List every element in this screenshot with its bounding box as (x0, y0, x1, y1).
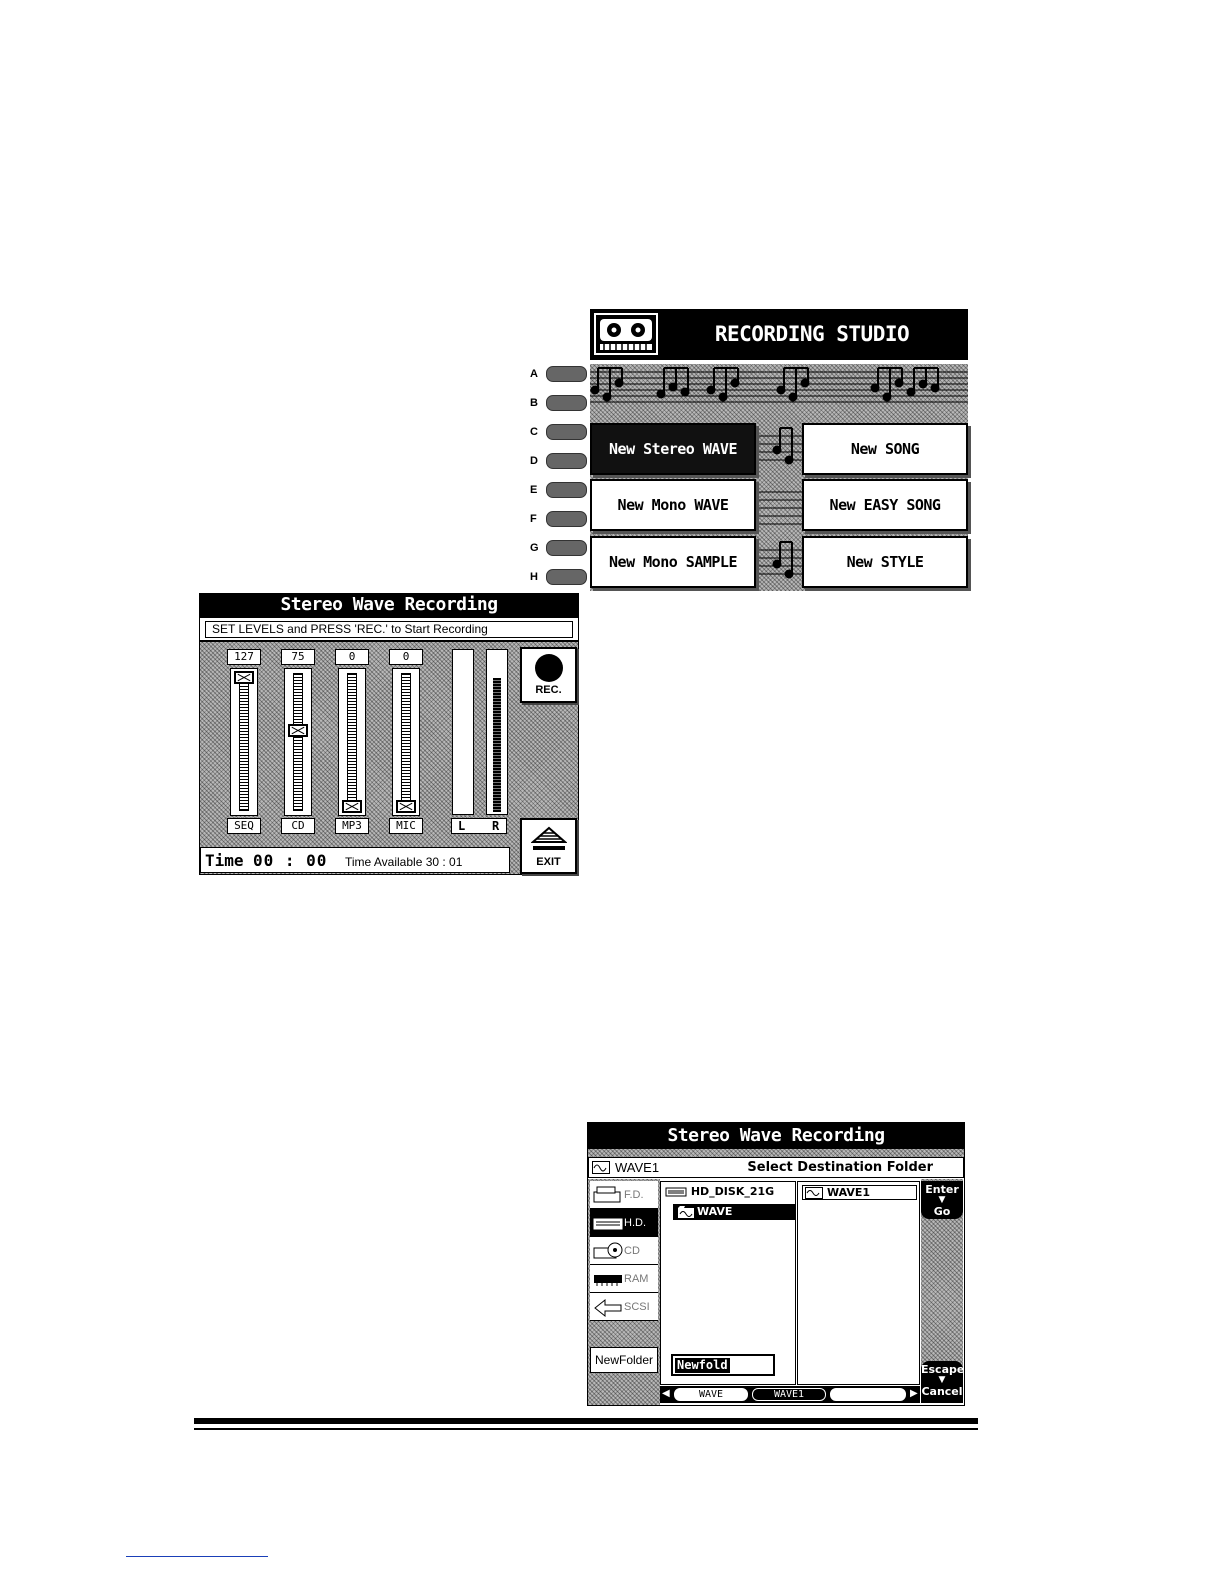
wave-folder-icon (677, 1205, 695, 1219)
floppy-icon (593, 1186, 621, 1204)
fader-name: MP3 (335, 818, 369, 834)
meter-bar-right (493, 678, 501, 812)
new-song-button[interactable]: New SONG (802, 423, 968, 475)
path-bar (660, 1386, 920, 1403)
tree-root[interactable] (665, 1185, 774, 1198)
fader-groove (293, 673, 303, 811)
function-key-label: E (530, 484, 538, 496)
function-key-d[interactable] (530, 453, 588, 469)
tree-folder-wave[interactable] (673, 1204, 795, 1220)
footer-rule-thick (194, 1418, 978, 1424)
file-item[interactable] (802, 1185, 917, 1200)
fader-groove (239, 673, 249, 811)
function-key-e[interactable] (530, 482, 588, 498)
enter-label: Enter (925, 1183, 959, 1196)
down-arrow-icon: ▼ (938, 1195, 946, 1205)
device-scsi[interactable] (590, 1293, 658, 1321)
fader-track[interactable] (392, 668, 420, 816)
fader-name: CD (281, 818, 315, 834)
device-label: F.D. (624, 1189, 644, 1201)
fader-groove (401, 673, 411, 811)
exit-button[interactable] (520, 818, 577, 874)
device-cd[interactable] (590, 1237, 658, 1265)
function-key-a[interactable] (530, 366, 588, 382)
device-label: SCSI (624, 1301, 650, 1313)
path-left-arrow-icon[interactable]: ◀ (662, 1388, 670, 1399)
mixer-message-bar (199, 617, 579, 641)
wave-file-icon (805, 1187, 823, 1199)
level-meter-right (486, 649, 508, 815)
function-key-label: C (530, 426, 538, 438)
time-label: Time (205, 851, 244, 870)
hard-disk-icon (593, 1214, 623, 1232)
action-column (921, 1179, 963, 1403)
fader-knob[interactable] (342, 800, 362, 813)
destination-subheader (588, 1157, 964, 1178)
key-pad (546, 395, 587, 411)
escape-cancel-button[interactable] (921, 1361, 963, 1403)
fader-knob[interactable] (396, 800, 416, 813)
key-pad (546, 540, 587, 556)
function-key-c[interactable] (530, 424, 588, 440)
destination-title: Stereo Wave Recording (588, 1123, 964, 1149)
fader-track[interactable] (338, 668, 366, 816)
studio-title-bar (590, 309, 968, 360)
function-key-label: F (530, 513, 537, 525)
down-arrow-icon: ▼ (938, 1375, 946, 1385)
folder-tree (660, 1181, 796, 1385)
destination-folder-screen (587, 1122, 965, 1406)
new-style-button[interactable]: New STYLE (802, 536, 968, 588)
enter-go-button[interactable] (921, 1181, 963, 1219)
cd-icon (593, 1242, 623, 1260)
function-key-h[interactable] (530, 569, 588, 585)
fader-track[interactable] (284, 668, 312, 816)
function-key-label: G (530, 542, 539, 554)
fader-name: MIC (389, 818, 423, 834)
device-label: CD (624, 1245, 640, 1257)
key-pad (546, 511, 587, 527)
time-value: 00 : 00 (253, 851, 328, 870)
key-pad (546, 482, 587, 498)
fader-value: 75 (281, 649, 315, 665)
tree-root-label: HD_DISK_21G (690, 1185, 775, 1198)
fader-knob[interactable] (288, 724, 308, 737)
fader-track[interactable] (230, 668, 258, 816)
exit-label: EXIT (536, 856, 561, 868)
new-folder-name-input[interactable] (671, 1354, 775, 1376)
fader-groove (347, 673, 357, 811)
key-pad (546, 569, 587, 585)
cancel-label: Cancel (921, 1385, 963, 1398)
time-available: Time Available 30 : 01 (345, 855, 463, 869)
new-mono-sample-button[interactable]: New Mono SAMPLE (590, 536, 756, 588)
current-file-name: WAVE1 (615, 1160, 660, 1175)
device-floppy[interactable] (590, 1181, 658, 1209)
footer-rule-thin (194, 1428, 978, 1430)
fader-value: 0 (389, 649, 423, 665)
function-key-label: B (530, 397, 538, 409)
fader-value: 127 (227, 649, 261, 665)
path-segment-current[interactable]: WAVE1 (752, 1388, 826, 1401)
escape-label: Escape (921, 1363, 965, 1376)
device-hard-disk[interactable] (590, 1209, 658, 1237)
function-key-g[interactable] (530, 540, 588, 556)
go-label: Go (933, 1205, 951, 1218)
wave-file-icon (592, 1161, 610, 1174)
key-pad (546, 453, 587, 469)
rec-button[interactable] (520, 647, 577, 703)
fader-name: SEQ (227, 818, 261, 834)
device-label: H.D. (624, 1217, 646, 1229)
level-meter-left (452, 649, 474, 815)
path-segment[interactable]: WAVE (674, 1388, 748, 1401)
new-easy-song-button[interactable]: New EASY SONG (802, 479, 968, 531)
function-key-f[interactable] (530, 511, 588, 527)
scsi-icon (593, 1298, 623, 1318)
new-folder-button[interactable]: NewFolder (590, 1347, 658, 1373)
destination-hint: Select Destination Folder (747, 1160, 933, 1175)
footer-link-underline (126, 1556, 268, 1557)
meter-left-label: L (458, 819, 466, 833)
key-pad (546, 366, 587, 382)
path-right-arrow-icon[interactable]: ▶ (910, 1388, 918, 1399)
meter-channel-labels (451, 818, 507, 834)
meter-right-label: R (492, 819, 500, 833)
device-ram[interactable] (590, 1265, 658, 1293)
device-label: RAM (624, 1273, 649, 1285)
stereo-wave-recording-mixer (199, 593, 579, 875)
cassette-icon (594, 313, 658, 355)
rec-label: REC. (535, 684, 562, 696)
path-segment[interactable] (830, 1388, 906, 1401)
mixer-message: SET LEVELS and PRESS 'REC.' to Start Recording (205, 621, 573, 638)
file-item-label: WAVE1 (827, 1186, 871, 1199)
function-key-label: A (530, 368, 538, 380)
ram-icon (593, 1270, 623, 1288)
function-key-label: H (530, 571, 538, 583)
fader-knob[interactable] (234, 671, 254, 684)
hard-disk-icon (665, 1186, 687, 1198)
record-icon (535, 654, 563, 682)
tree-folder-label: WAVE (697, 1205, 733, 1218)
mixer-title: Stereo Wave Recording (199, 593, 579, 617)
time-display (200, 847, 510, 873)
key-pad (546, 424, 587, 440)
exit-arrow-icon (531, 826, 567, 852)
title-separator (588, 1149, 964, 1157)
function-key-b[interactable] (530, 395, 588, 411)
new-folder-name: Newfold (677, 1358, 728, 1372)
studio-title: RECORDING STUDIO (714, 322, 910, 346)
function-key-label: D (530, 455, 538, 467)
new-stereo-wave-button[interactable]: New Stereo WAVE (590, 423, 756, 475)
recording-studio-screen (590, 309, 968, 591)
file-list (797, 1181, 920, 1385)
new-mono-wave-button[interactable]: New Mono WAVE (590, 479, 756, 531)
fader-value: 0 (335, 649, 369, 665)
